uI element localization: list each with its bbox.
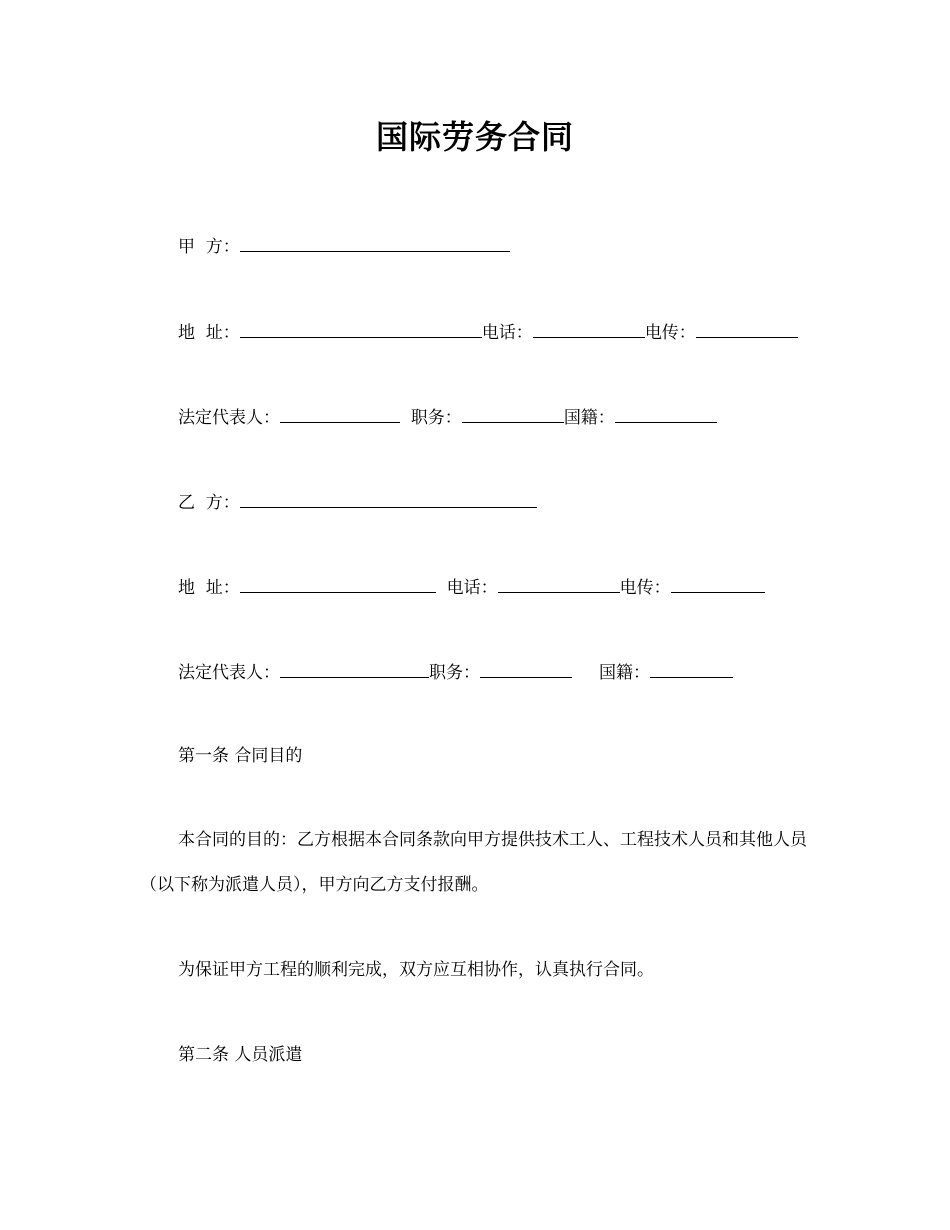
- party-b-rep-label: 法定代表人：: [178, 663, 280, 683]
- party-a-position-blank[interactable]: [462, 404, 564, 423]
- article-1-paragraph-2: 为保证甲方工程的顺利完成，双方应互相协作，认真执行合同。: [178, 960, 654, 980]
- party-a-name-blank[interactable]: [240, 233, 510, 252]
- party-b-phone-label: 电话：: [446, 578, 498, 598]
- party-a-nationality-label: 国籍：: [563, 408, 615, 428]
- article-1-paragraph-1: 本合同的目的：乙方根据本合同条款向甲方提供技术工人、工程技术人员和其他人员（以下称为派遣人员），甲方向乙方支付报酬。: [140, 830, 807, 895]
- party-b-line: [178, 489, 537, 515]
- party-b-position-label: 职务：: [429, 663, 480, 683]
- party-b-rep-blank[interactable]: [280, 659, 429, 678]
- party-a-address-blank[interactable]: [240, 319, 482, 338]
- party-a-address-label: 地 址：: [178, 323, 240, 343]
- party-a-label: 甲 方：: [178, 237, 240, 257]
- party-b-nationality-label: 国籍：: [599, 663, 651, 683]
- party-a-rep-blank[interactable]: [280, 404, 400, 423]
- party-a-fax-blank[interactable]: [696, 319, 798, 338]
- party-b-position-blank[interactable]: [480, 659, 572, 678]
- party-a-nationality-blank[interactable]: [615, 404, 717, 423]
- party-b-address-blank[interactable]: [240, 574, 436, 593]
- party-a-line: [178, 233, 510, 259]
- party-a-position-label: 职务：: [410, 408, 462, 428]
- party-a-phone-label: 电话：: [481, 323, 533, 343]
- party-b-address-line: [178, 574, 765, 600]
- document-title: 国际劳务合同: [375, 118, 574, 156]
- party-b-fax-label: 电传：: [619, 578, 671, 598]
- party-a-rep-line: [178, 404, 717, 430]
- party-a-phone-blank[interactable]: [533, 319, 645, 338]
- article-1-heading: 第一条 合同目的: [178, 746, 303, 766]
- party-b-name-blank[interactable]: [240, 489, 537, 508]
- party-a-rep-label: 法定代表人：: [178, 408, 280, 428]
- party-a-address-line: [178, 319, 798, 345]
- party-a-fax-label: 电传：: [644, 323, 696, 343]
- party-b-label: 乙 方：: [178, 493, 240, 513]
- party-b-phone-blank[interactable]: [498, 574, 620, 593]
- party-b-fax-blank[interactable]: [671, 574, 765, 593]
- party-b-nationality-blank[interactable]: [650, 659, 733, 678]
- article-2-heading: 第二条 人员派遣: [178, 1045, 303, 1065]
- party-b-address-label: 地 址：: [178, 578, 240, 598]
- party-b-rep-line: [178, 659, 733, 685]
